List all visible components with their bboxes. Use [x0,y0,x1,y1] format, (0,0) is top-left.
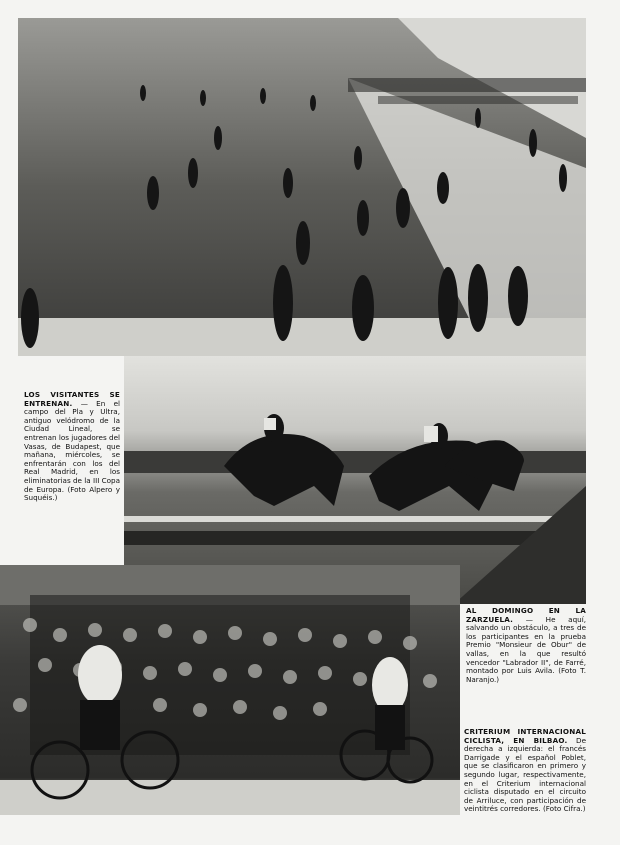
caption-zarzuela-body: — He aquí, salvando un obstáculo, a tres de los participantes en la prueba Premio "Monsieur de Obur" de vallas, en la que resultó vencedor "Labrador II", de Farré, montado por Luis Avila. (Foto T. Naranjo.) [466,614,586,684]
caption-visitantes-head: LOS VISITANTES SE ENTRENAN. [24,390,120,408]
photo-cycling-criterium [0,565,460,815]
caption-visitantes-body: — En el campo del Pla y Ultra, antiguo velódromo de la Ciudad Lineal, se entrenan los jugadores del Vasas, de Budapest, que mañana, miércoles, se enfrentarán con los del Real Madrid, en los eliminatorias de la III Copa de Europa. (Foto Alpero y Suquéis.) [24,398,120,503]
caption-zarzuela-head: AL DOMINGO EN LA ZARZUELA. [466,606,586,624]
caption-criterium-body: De derecha a izquierda: el francés Darrigade y el español Poblet, que se clasificaron en primero y segundo lugar, respectivamente, en el Criterium internacional ciclista disputado en el circuito de Arriluce, con participación de veintitrés corredores. (Foto Cifra.) [464,735,586,814]
photo-football-training [18,18,586,356]
caption-criterium-head: CRITERIUM INTERNACIONAL CICLISTA, EN BILBAO. [464,727,586,745]
cycling-photo-image [0,565,460,815]
caption-zarzuela [466,607,586,684]
caption-criterium [464,728,586,814]
caption-visitantes [24,391,120,503]
football-photo-image [18,18,586,356]
